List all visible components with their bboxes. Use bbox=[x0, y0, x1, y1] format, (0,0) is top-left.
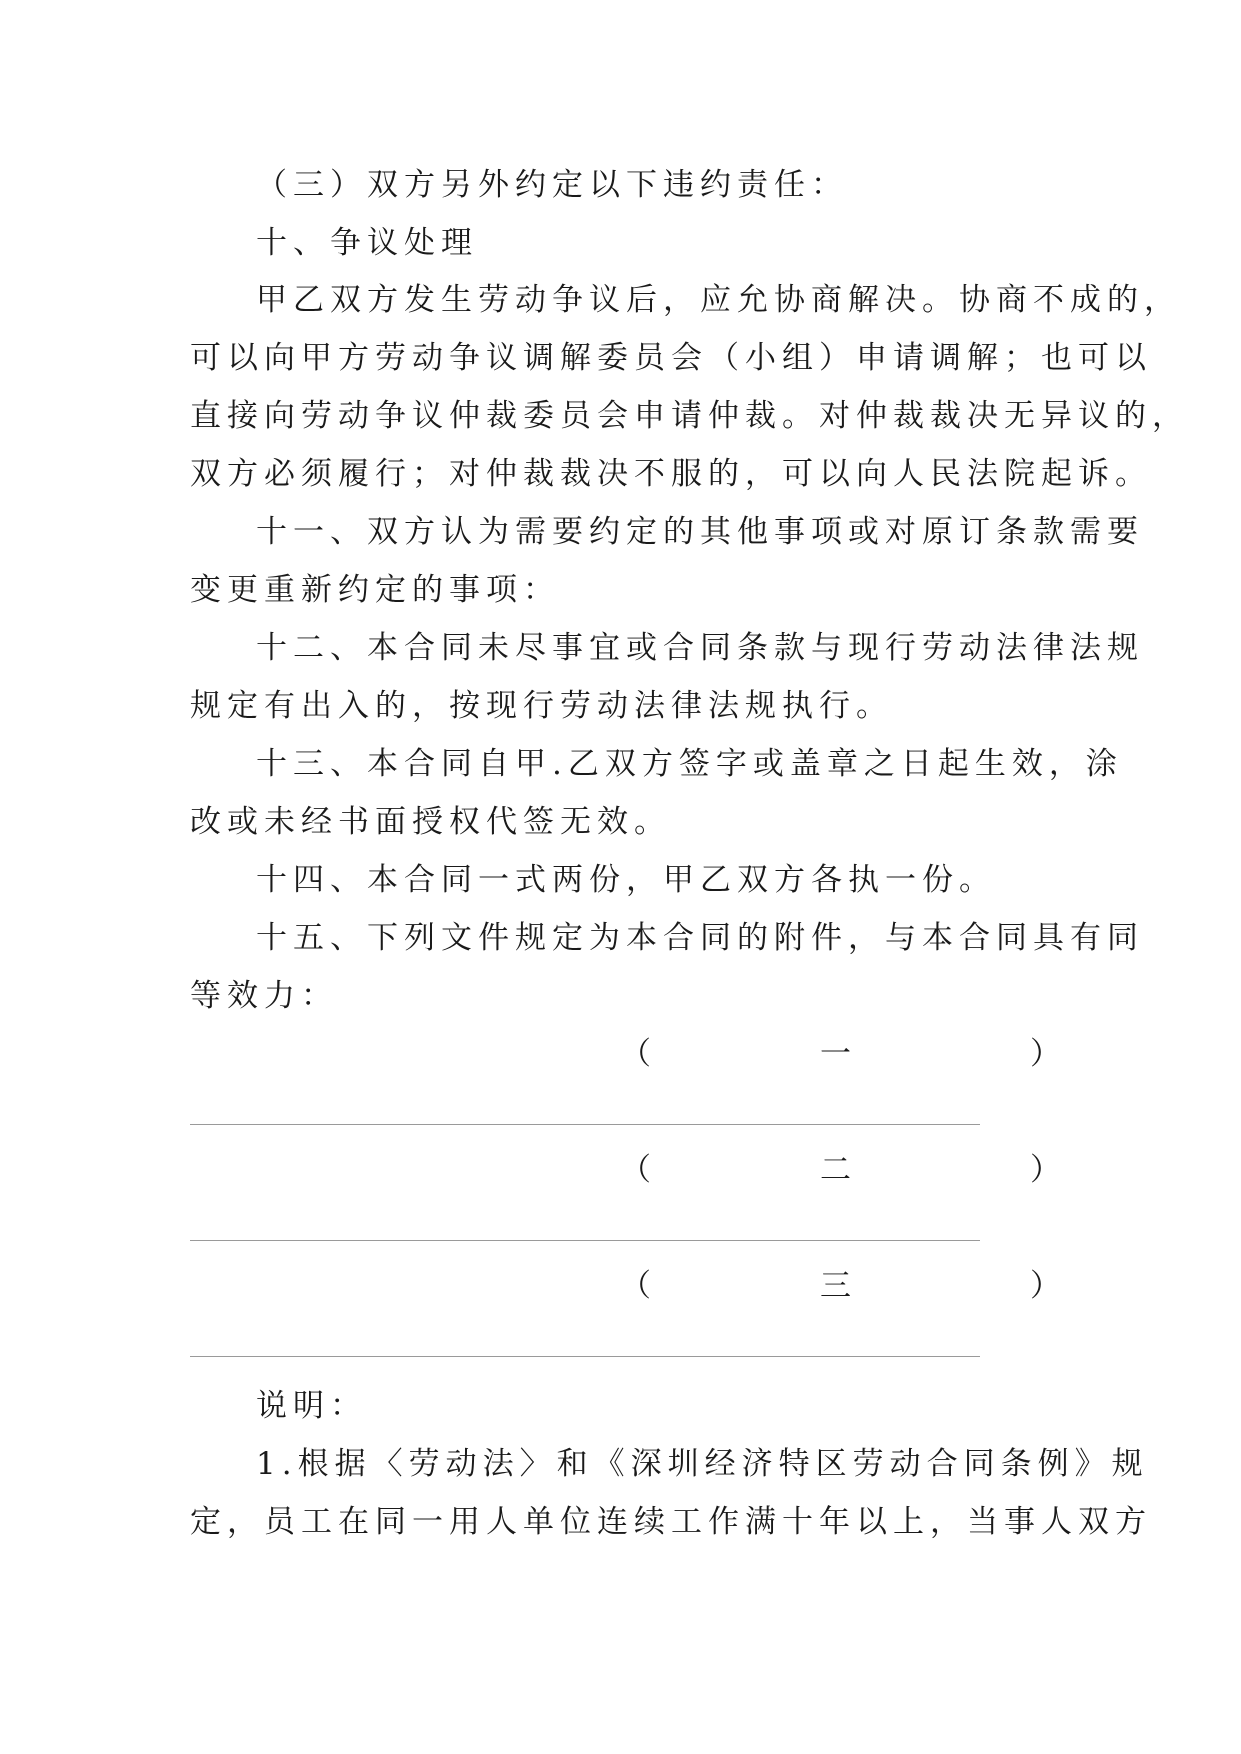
attachment-1-row bbox=[0, 1034, 1241, 1074]
attachment-open-paren: （ bbox=[620, 1268, 651, 1304]
section-11-line: 变更重新约定的事项： bbox=[190, 572, 560, 608]
paragraph-line: 甲乙双方发生劳动争议后，应允协商解决。协商不成的， bbox=[256, 282, 1181, 318]
paragraph-line: 直接向劳动争议仲裁委员会申请仲裁。对仲裁裁决无异议的， bbox=[190, 398, 1189, 434]
attachment-3-row bbox=[0, 1266, 1241, 1306]
attachment-close-paren: ） bbox=[1030, 1152, 1061, 1188]
section-13-line: 改或未经书面授权代签无效。 bbox=[190, 804, 671, 840]
attachment-number: 二 bbox=[820, 1152, 851, 1188]
section-15-line: 等效力： bbox=[190, 978, 338, 1014]
section-12-line: 规定有出入的，按现行劳动法律法规执行。 bbox=[190, 688, 893, 724]
note-1-line: 1.根据〈劳动法〉和《深圳经济特区劳动合同条例》规 bbox=[256, 1446, 1149, 1482]
paragraph-line: 可以向甲方劳动争议调解委员会（小组）申请调解；也可以 bbox=[190, 340, 1152, 376]
note-1-line: 定，员工在同一用人单位连续工作满十年以上，当事人双方 bbox=[190, 1504, 1152, 1540]
attachment-close-paren: ） bbox=[1030, 1036, 1061, 1072]
attachment-2-blank-line bbox=[190, 1240, 980, 1241]
section-13-line: 十三、本合同自甲.乙双方签字或盖章之日起生效，涂 bbox=[256, 746, 1123, 782]
section-10-heading: 十、争议处理 bbox=[256, 225, 478, 261]
section-14-line: 十四、本合同一式两份，甲乙双方各执一份。 bbox=[256, 862, 996, 898]
section-12-line: 十二、本合同未尽事宜或合同条款与现行劳动法律法规 bbox=[256, 630, 1144, 666]
notes-heading: 说明： bbox=[256, 1388, 367, 1424]
section-11-line: 十一、双方认为需要约定的其他事项或对原订条款需要 bbox=[256, 514, 1144, 550]
clause-3-breach-liability: （三）双方另外约定以下违约责任： bbox=[256, 167, 848, 203]
attachment-number: 一 bbox=[820, 1036, 851, 1072]
attachment-number: 三 bbox=[820, 1268, 851, 1304]
attachment-close-paren: ） bbox=[1030, 1268, 1061, 1304]
attachment-3-blank-line bbox=[190, 1356, 980, 1357]
section-15-line: 十五、下列文件规定为本合同的附件，与本合同具有同 bbox=[256, 920, 1144, 956]
attachment-open-paren: （ bbox=[620, 1036, 651, 1072]
attachment-1-blank-line bbox=[190, 1124, 980, 1125]
attachment-open-paren: （ bbox=[620, 1152, 651, 1188]
attachment-2-row bbox=[0, 1150, 1241, 1190]
paragraph-line: 双方必须履行；对仲裁裁决不服的，可以向人民法院起诉。 bbox=[190, 456, 1152, 492]
